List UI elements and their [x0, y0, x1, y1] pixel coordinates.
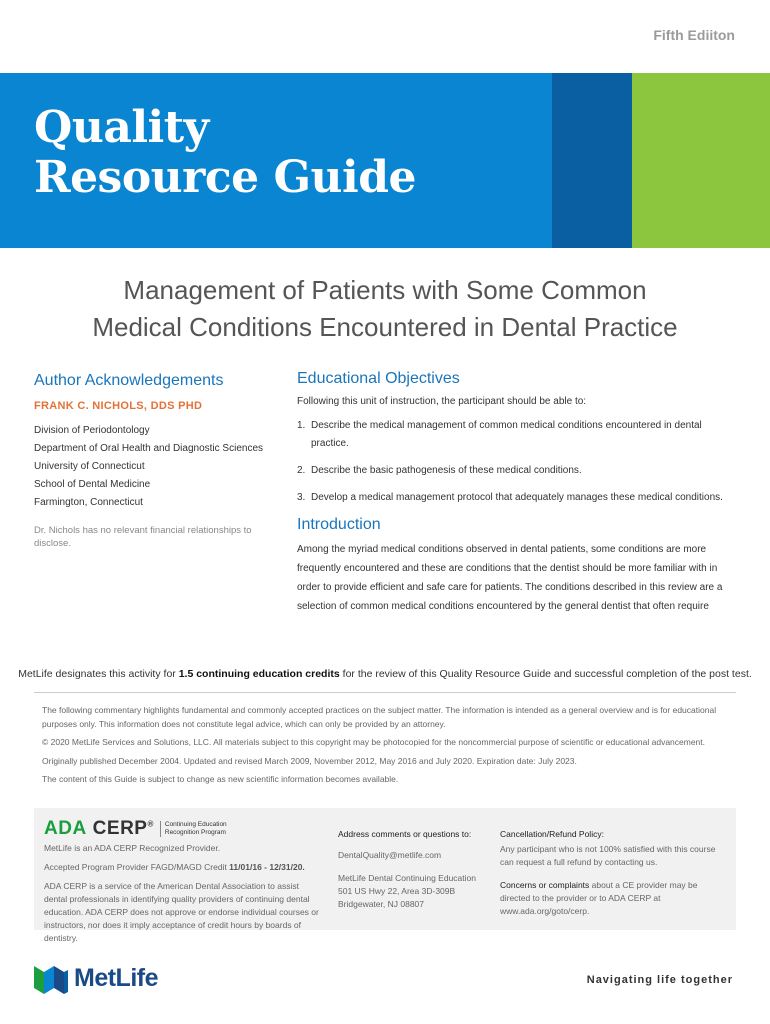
banner-green-stripe — [632, 73, 770, 248]
fine-print: The following commentary highlights fundamental and commonly accepted practices on the subject matter. The information is intended as a general overview and is for educational purposes only. This information does not constitute legal advice, which can only be provided by an attorney. © 2020 MetLife Services and Solutions, LLC. All materials subject to this copyright may be photocopied for the noncommercial purpose of scientific or educational advancement. Originally published December 2004. Updated and revised March 2009, November 2012, May 2016 and July 2020. Expiration date: July 2023. The content of this Guide is subject to change as new scientific information becomes available. — [42, 705, 717, 784]
cerp-info-box — [34, 808, 736, 943]
list-item: 3. Develop a medical management protocol that adequately manages these medical conditions. — [297, 492, 723, 503]
introduction-text: Among the myriad medical conditions observed in dental patients, some conditions are more frequently encountered and these are conditions that the dentist should be more familiar with in order to provide efficient and safe care for patients. The conditions described in this review are a selection of common medical conditions encountered by the general dentist that often require — [297, 544, 723, 612]
contact-email-link[interactable]: DentalQuality@metlife.com — [338, 850, 442, 860]
author-section — [34, 372, 274, 550]
introduction-heading: Introduction — [297, 516, 381, 533]
metlife-wordmark: MetLife — [74, 963, 158, 992]
ada-cerp-logo: ADA CERP® Continuing Education Recognition Program — [44, 818, 240, 840]
edition-label: Fifth Ediiton — [653, 27, 735, 43]
metlife-mark-icon — [34, 962, 68, 994]
tagline: Navigating life together — [586, 974, 733, 986]
course-title: Management of Patients with Some Common Medical Conditions Encountered in Dental Practice — [92, 275, 678, 342]
credit-statement: MetLife designates this activity for 1.5 continuing education credits for the review of this Quality Resource Guide and successful completion of the post test. — [18, 668, 752, 680]
list-item: 2. Describe the basic pathogenesis of these medical conditions. — [297, 465, 582, 476]
contact-address: Address comments or questions to: DentalQuality@metlife.com MetLife Dental Continuing Education 501 US Hwy 22, Area 3D-309B Bridgewater, NJ 08807 — [338, 828, 488, 911]
objectives-list — [297, 417, 727, 507]
cerp-program-label: Continuing Education Recognition Program — [160, 821, 240, 837]
author-heading: Author Acknowledgements — [34, 372, 224, 389]
cerp-provider-text: MetLife is an ADA CERP Recognized Provider. Accepted Program Provider FAGD/MAGD Credit 11/01/16 - 12/31/20. ADA CERP is a service of the American Dental Association to assist dental professionals in identifying quality providers of continuing dental education. ADA CERP does not approve or endorse individual courses or instructors, nor does it imply acceptance of credit hours by boards of dentistry. — [44, 843, 319, 943]
author-disclosure: Dr. Nichols has no relevant financial relationships to disclose. — [34, 525, 252, 549]
list-item: 1. Describe the medical management of common medical conditions encountered in dental practice. — [297, 420, 702, 449]
objectives-section — [297, 370, 727, 616]
refund-policy: Cancellation/Refund Policy: Any participant who is not 100% satisfied with this course can request a full refund by contacting us. Concerns or complaints about a CE provider may be directed to the provider or to ADA CERP at www.ada.org/goto/cerp. — [500, 829, 716, 916]
objectives-heading: Educational Objectives — [297, 370, 460, 387]
banner-dark-stripe — [552, 73, 632, 248]
author-affiliations: Division of Periodontology Department of Oral Health and Diagnostic Sciences University of Connecticut School of Dental Medicine Farmington, Connecticut — [34, 425, 264, 508]
divider — [34, 692, 736, 693]
guide-title: Quality Resource Guide — [34, 102, 416, 203]
author-name: FRANK C. NICHOLS, DDS PHD — [34, 400, 203, 412]
objectives-intro: Following this unit of instruction, the participant should be able to: — [297, 396, 587, 407]
metlife-logo — [34, 962, 158, 994]
title-banner — [0, 73, 770, 248]
